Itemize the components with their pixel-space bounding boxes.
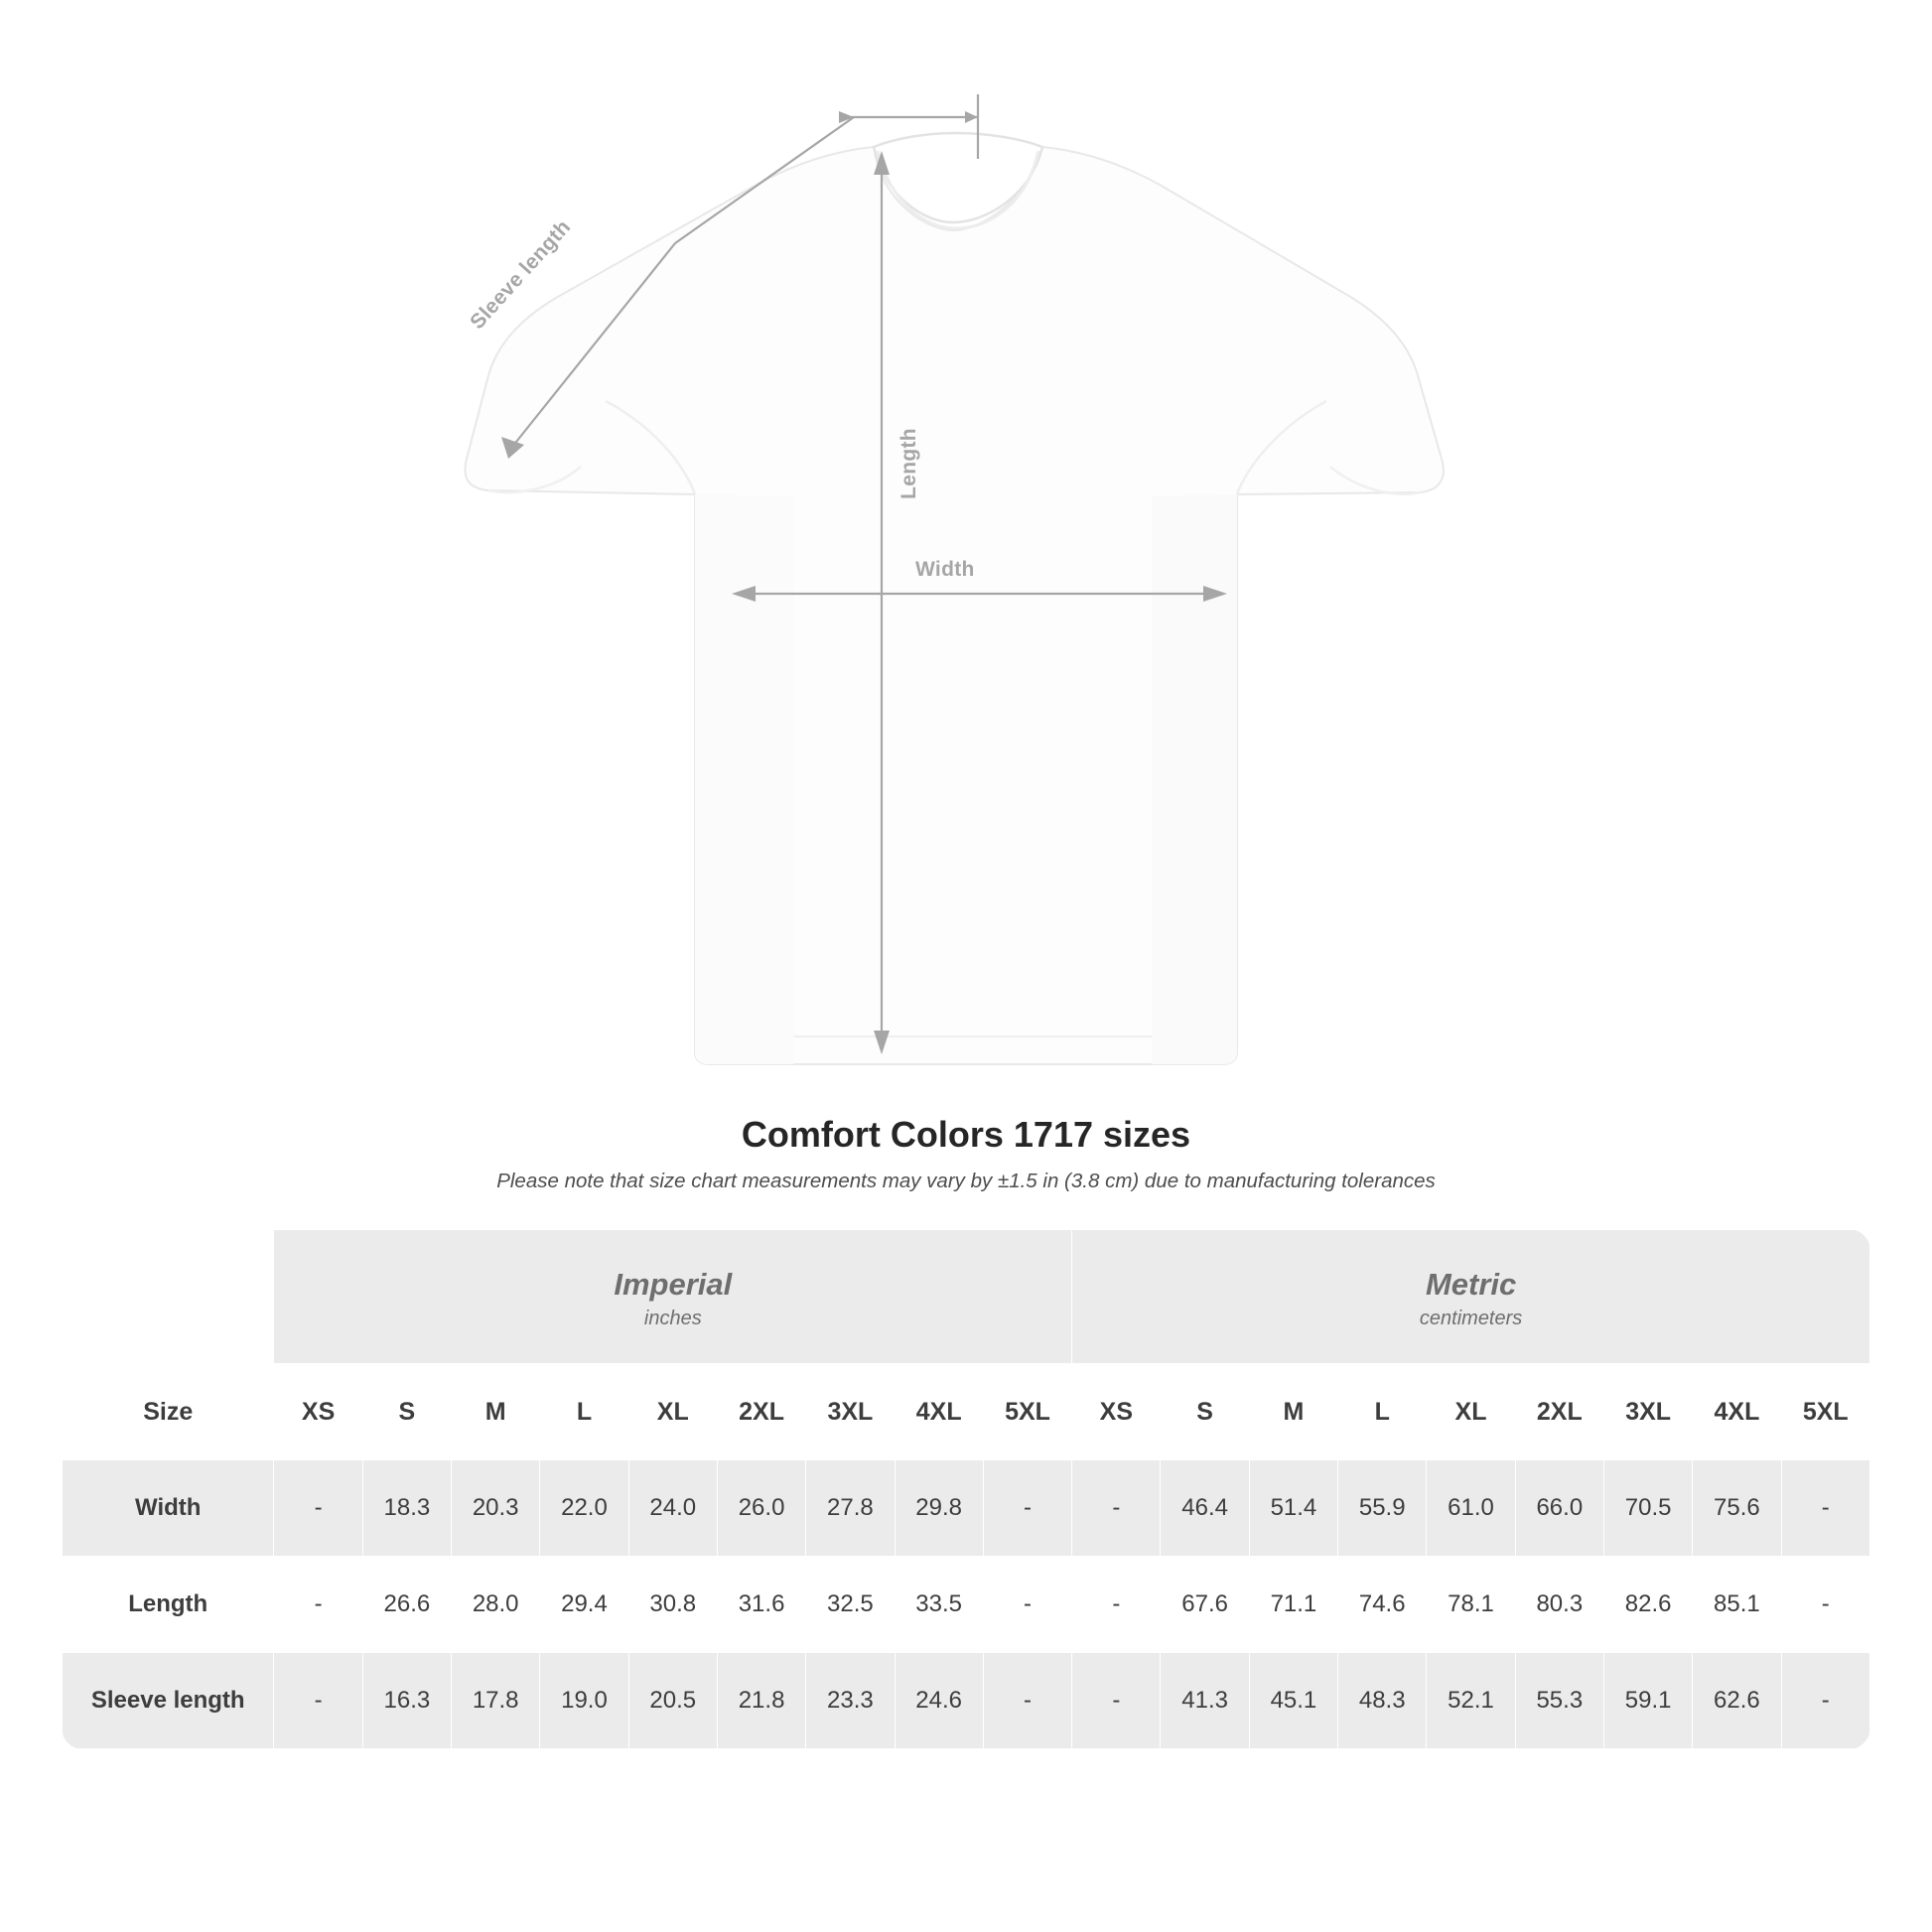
table-row <box>63 1460 1870 1557</box>
header-size-metric-xs: XS <box>1072 1364 1161 1460</box>
cell-length-metric-5xl: - <box>1781 1557 1869 1653</box>
label-width: Width <box>915 558 975 581</box>
cell-sleeve-metric-s: 41.3 <box>1161 1653 1249 1749</box>
cell-length-metric-4xl: 85.1 <box>1693 1557 1781 1653</box>
cell-length-imperial-s: 26.6 <box>362 1557 451 1653</box>
cell-length-metric-xs: - <box>1072 1557 1161 1653</box>
cell-width-imperial-s: 18.3 <box>362 1460 451 1557</box>
header-size-imperial-4xl: 4XL <box>895 1364 983 1460</box>
table-row <box>63 1557 1870 1653</box>
header-size-metric-xl: XL <box>1427 1364 1515 1460</box>
header-size-imperial-xs: XS <box>274 1364 362 1460</box>
cell-sleeve-imperial-3xl: 23.3 <box>806 1653 895 1749</box>
system-metric-unit: centimeters <box>1419 1308 1523 1330</box>
system-imperial <box>274 1230 1072 1364</box>
size-table-wrapper <box>62 1229 1870 1749</box>
cell-width-metric-xs: - <box>1072 1460 1161 1557</box>
header-size-imperial-2xl: 2XL <box>717 1364 805 1460</box>
cell-sleeve-metric-xs: - <box>1072 1653 1161 1749</box>
cell-length-imperial-m: 28.0 <box>452 1557 540 1653</box>
cell-sleeve-metric-4xl: 62.6 <box>1693 1653 1781 1749</box>
cell-sleeve-imperial-5xl: - <box>983 1653 1071 1749</box>
cell-width-metric-3xl: 70.5 <box>1603 1460 1692 1557</box>
cell-length-imperial-5xl: - <box>983 1557 1071 1653</box>
header-size-metric-4xl: 4XL <box>1693 1364 1781 1460</box>
cell-width-imperial-5xl: - <box>983 1460 1071 1557</box>
row-label-width: Width <box>63 1460 274 1557</box>
system-row-spacer <box>63 1230 274 1364</box>
size-header-row <box>63 1364 1870 1460</box>
header-size-metric-5xl: 5XL <box>1781 1364 1869 1460</box>
cell-sleeve-metric-l: 48.3 <box>1338 1653 1427 1749</box>
row-label-length: Length <box>63 1557 274 1653</box>
cell-width-imperial-2xl: 26.0 <box>717 1460 805 1557</box>
cell-width-imperial-xs: - <box>274 1460 362 1557</box>
cell-sleeve-imperial-s: 16.3 <box>362 1653 451 1749</box>
label-sleeve-length: Sleeve length <box>466 215 576 335</box>
title-block <box>0 1114 1932 1193</box>
cell-sleeve-imperial-m: 17.8 <box>452 1653 540 1749</box>
cell-width-imperial-xl: 24.0 <box>628 1460 717 1557</box>
cell-sleeve-imperial-xl: 20.5 <box>628 1653 717 1749</box>
cell-length-metric-s: 67.6 <box>1161 1557 1249 1653</box>
header-size-metric-m: M <box>1249 1364 1337 1460</box>
header-size-imperial-l: L <box>540 1364 628 1460</box>
cell-length-metric-l: 74.6 <box>1338 1557 1427 1653</box>
cell-width-metric-2xl: 66.0 <box>1515 1460 1603 1557</box>
label-length: Length <box>897 428 920 499</box>
header-size-metric-l: L <box>1338 1364 1427 1460</box>
cell-length-metric-m: 71.1 <box>1249 1557 1337 1653</box>
cell-sleeve-metric-5xl: - <box>1781 1653 1869 1749</box>
cell-width-imperial-m: 20.3 <box>452 1460 540 1557</box>
cell-length-imperial-l: 29.4 <box>540 1557 628 1653</box>
cell-length-imperial-4xl: 33.5 <box>895 1557 983 1653</box>
cell-width-metric-s: 46.4 <box>1161 1460 1249 1557</box>
cell-width-imperial-l: 22.0 <box>540 1460 628 1557</box>
cell-length-imperial-xl: 30.8 <box>628 1557 717 1653</box>
cell-width-metric-5xl: - <box>1781 1460 1869 1557</box>
cell-length-imperial-3xl: 32.5 <box>806 1557 895 1653</box>
cell-sleeve-imperial-2xl: 21.8 <box>717 1653 805 1749</box>
cell-sleeve-imperial-l: 19.0 <box>540 1653 628 1749</box>
cell-sleeve-imperial-4xl: 24.6 <box>895 1653 983 1749</box>
system-metric <box>1072 1230 1870 1364</box>
header-size-metric-s: S <box>1161 1364 1249 1460</box>
cell-sleeve-metric-xl: 52.1 <box>1427 1653 1515 1749</box>
cell-sleeve-metric-2xl: 55.3 <box>1515 1653 1603 1749</box>
header-size-imperial-xl: XL <box>628 1364 717 1460</box>
cell-width-imperial-3xl: 27.8 <box>806 1460 895 1557</box>
system-imperial-name: Imperial <box>614 1266 733 1302</box>
cell-width-metric-xl: 61.0 <box>1427 1460 1515 1557</box>
cell-sleeve-metric-m: 45.1 <box>1249 1653 1337 1749</box>
table-row <box>63 1653 1870 1749</box>
cell-width-metric-m: 51.4 <box>1249 1460 1337 1557</box>
cell-length-metric-2xl: 80.3 <box>1515 1557 1603 1653</box>
size-table <box>62 1229 1870 1749</box>
cell-width-metric-4xl: 75.6 <box>1693 1460 1781 1557</box>
cell-sleeve-metric-3xl: 59.1 <box>1603 1653 1692 1749</box>
cell-width-imperial-4xl: 29.8 <box>895 1460 983 1557</box>
cell-length-metric-xl: 78.1 <box>1427 1557 1515 1653</box>
system-header-row <box>63 1230 1870 1364</box>
header-size-label: Size <box>63 1364 274 1460</box>
row-label-sleeve-length: Sleeve length <box>63 1653 274 1749</box>
cell-length-metric-3xl: 82.6 <box>1603 1557 1692 1653</box>
system-imperial-unit: inches <box>643 1308 702 1330</box>
page-title: Comfort Colors 1717 sizes <box>741 1114 1191 1155</box>
system-metric-name: Metric <box>1425 1266 1517 1302</box>
header-size-metric-3xl: 3XL <box>1603 1364 1692 1460</box>
cell-sleeve-imperial-xs: - <box>274 1653 362 1749</box>
header-size-metric-2xl: 2XL <box>1515 1364 1603 1460</box>
cell-width-metric-l: 55.9 <box>1338 1460 1427 1557</box>
header-size-imperial-m: M <box>452 1364 540 1460</box>
tshirt-shape <box>465 133 1444 1064</box>
cell-length-imperial-2xl: 31.6 <box>717 1557 805 1653</box>
cell-length-imperial-xs: - <box>274 1557 362 1653</box>
tolerance-note: Please note that size chart measurements may vary by ±1.5 in (3.8 cm) due to manufacturing tolerances <box>496 1170 1436 1192</box>
header-size-imperial-3xl: 3XL <box>806 1364 895 1460</box>
header-size-imperial-5xl: 5XL <box>983 1364 1071 1460</box>
header-size-imperial-s: S <box>362 1364 451 1460</box>
